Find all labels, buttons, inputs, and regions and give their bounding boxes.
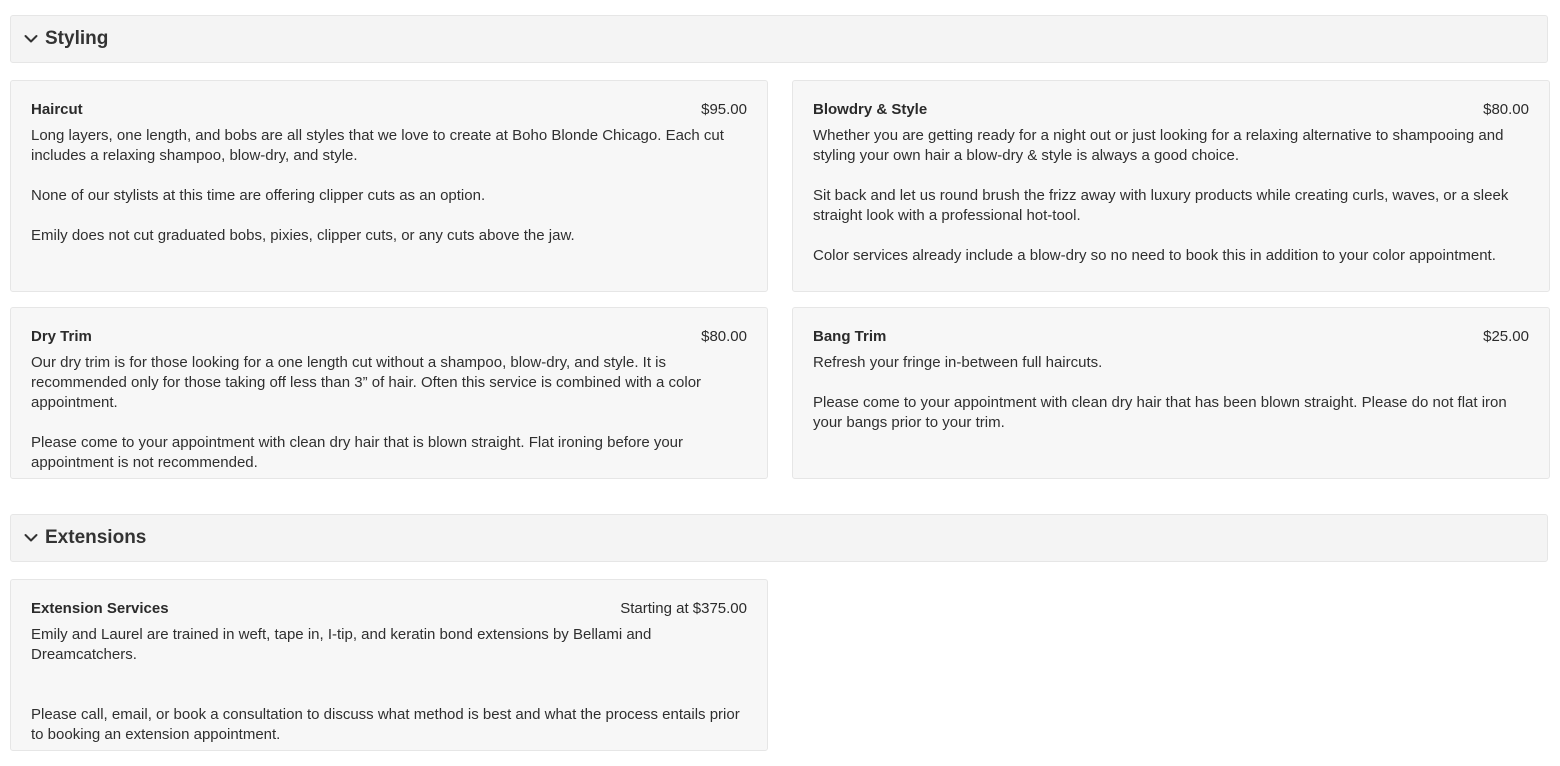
description-paragraph: Please call, email, or book a consultation to discuss what method is best and what the process entails prior to booking an extension appointment. bbox=[31, 706, 740, 743]
description-paragraph: Emily does not cut graduated bobs, pixies, clipper cuts, or any cuts above the jaw. bbox=[31, 227, 575, 244]
description-paragraph: Long layers, one length, and bobs are all styles that we love to create at Boho Blonde Chicago. Each cut includes a relaxing shampoo, blow-dry, and style. bbox=[31, 127, 724, 164]
service-card-bang-trim[interactable] bbox=[792, 307, 1550, 479]
description-paragraph: Please come to your appointment with clean dry hair that has been blown straight. Please do not flat iron your bangs prior to your trim. bbox=[813, 394, 1507, 431]
description-paragraph: Whether you are getting ready for a night out or just looking for a relaxing alternative to shampooing and styling your own hair a blow-dry & style is always a good choice. bbox=[813, 127, 1504, 164]
service-description bbox=[813, 353, 1529, 433]
service-name: Haircut bbox=[31, 101, 83, 118]
description-paragraph: Refresh your fringe in-between full haircuts. bbox=[813, 354, 1103, 371]
section-title: Styling bbox=[45, 28, 109, 49]
service-card-blowdry-style[interactable] bbox=[792, 80, 1550, 292]
service-name: Bang Trim bbox=[813, 328, 887, 345]
section-header-styling[interactable] bbox=[10, 15, 1548, 63]
service-description bbox=[31, 126, 747, 246]
service-card-haircut[interactable] bbox=[10, 80, 768, 292]
description-paragraph: Our dry trim is for those looking for a one length cut without a shampoo, blow-dry, and style. It is recommended only for those taking off less than 3” of hair. Often this service is combined with a color appointment. bbox=[31, 354, 702, 411]
service-description bbox=[813, 126, 1529, 266]
service-description bbox=[31, 625, 747, 745]
service-card-dry-trim[interactable] bbox=[10, 307, 768, 479]
description-paragraph: Color services already include a blow-dry so no need to book this in addition to your color appointment. bbox=[813, 247, 1496, 264]
service-price: Starting at $375.00 bbox=[620, 600, 747, 617]
description-paragraph: Emily and Laurel are trained in weft, tape in, I-tip, and keratin bond extensions by Bellami and Dreamcatchers. bbox=[31, 626, 652, 663]
description-paragraph: Please come to your appointment with clean dry hair that is blown straight. Flat ironing before your appointment is not recommended. bbox=[31, 434, 684, 471]
service-price: $95.00 bbox=[701, 101, 747, 118]
service-price: $80.00 bbox=[701, 328, 747, 345]
description-paragraph: None of our stylists at this time are offering clipper cuts as an option. bbox=[31, 187, 486, 204]
service-price: $80.00 bbox=[1483, 101, 1529, 118]
chevron-down-icon bbox=[23, 530, 39, 546]
service-name: Blowdry & Style bbox=[813, 101, 928, 118]
chevron-down-icon bbox=[23, 31, 39, 47]
service-name: Dry Trim bbox=[31, 328, 92, 345]
section-header-extensions[interactable] bbox=[10, 514, 1548, 562]
section-title: Extensions bbox=[45, 527, 147, 548]
service-name: Extension Services bbox=[31, 600, 169, 617]
description-paragraph: Sit back and let us round brush the frizz away with luxury products while creating curls, waves, or a sleek straight look with a professional hot-tool. bbox=[813, 187, 1509, 224]
service-description bbox=[31, 353, 747, 473]
service-price: $25.00 bbox=[1483, 328, 1529, 345]
service-card-extension-services[interactable] bbox=[10, 579, 768, 751]
